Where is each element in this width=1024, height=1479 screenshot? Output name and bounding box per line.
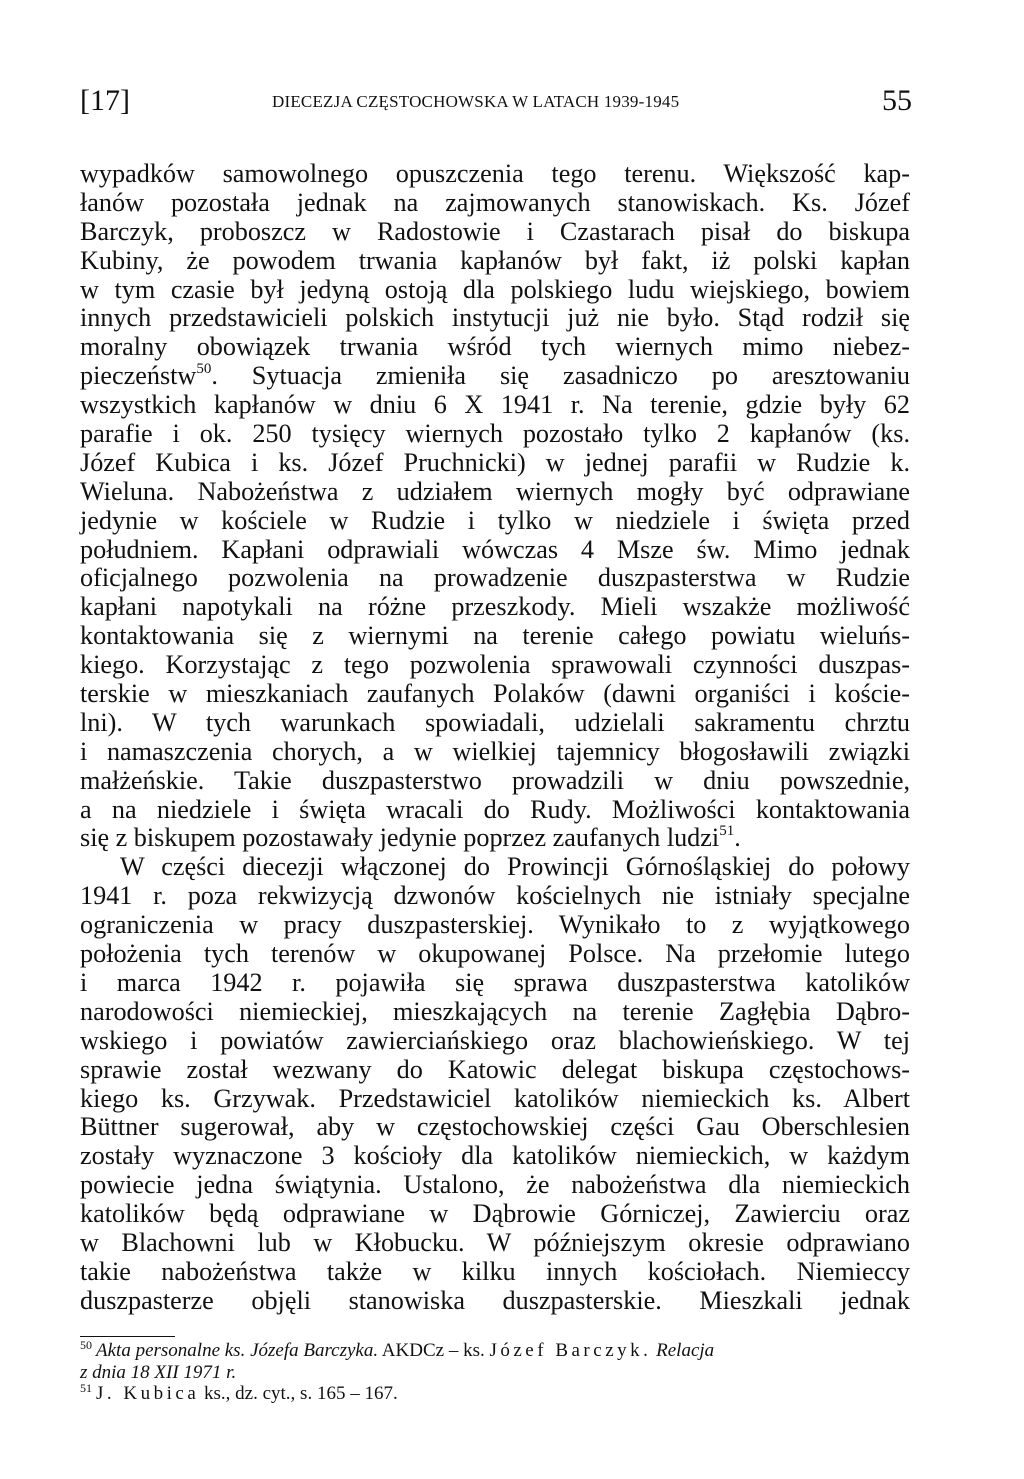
text-line: Barczyk, proboszcz w Radostowie i Czastarach pisał do biskupa bbox=[80, 216, 910, 246]
text-line: Kubiny, że powodem trwania kapłanów był fakt, iż polski kapłan bbox=[80, 245, 910, 275]
footnote-number: 51 bbox=[80, 1381, 92, 1395]
text-line: duszpasterze objęli stanowiska duszpasterskie. Mieszkali jednak bbox=[80, 1285, 910, 1315]
footnote-ref: 51 bbox=[719, 823, 735, 840]
footnote-50: $^{50}$ Akta personalne ks. Józefa Barczyka. AKDCz – ks. Józef Barczyk. Relacja bbox=[80, 1338, 715, 1361]
text-line: lni). W tych warunkach spowiadali, udzielali sakramentu chrztu bbox=[80, 707, 910, 737]
text-line: W części diecezji włączonej do Prowincji Górnośląskiej do połowy bbox=[120, 852, 910, 882]
text-line: i namaszczenia chorych, a w wielkiej tajemnicy błogosławili związki bbox=[80, 736, 910, 766]
text-line: kiego. Korzystając z tego pozwolenia sprawowali czynności duszpas- bbox=[80, 650, 910, 680]
text-line: Józef Kubica i ks. Józef Pruchnicki) w jednej parafii w Rudzie k. bbox=[80, 447, 910, 477]
text-line: takie nabożeństwa także w kilku innych kościołach. Niemieccy bbox=[80, 1256, 910, 1286]
text-line: katolików będą odprawiane w Dąbrowie Górniczej, Zawierciu oraz bbox=[80, 1199, 910, 1229]
text-line: kiego ks. Grzywak. Przedstawiciel katolików niemieckich ks. Albert bbox=[80, 1083, 910, 1113]
text-line: pieczeństw$^{50}$. Sytuacja zmieniła się zasadniczo po aresztowaniu bbox=[80, 361, 910, 391]
text-line: kontaktowania się z wiernymi na terenie całego powiatu wieluńs- bbox=[80, 621, 910, 651]
text-line: położenia tych terenów w okupowanej Polsce. Na przełomie lutego bbox=[80, 939, 910, 969]
footnote-title: Akta personalne ks. Józefa Barczyka. bbox=[96, 1340, 379, 1361]
footnote-author: J. Kubica bbox=[96, 1383, 200, 1404]
footnotes bbox=[80, 1340, 910, 1405]
text-line: wskiego i powiatów zawierciańskiego oraz blachowieńskiego. W tej bbox=[80, 1025, 910, 1055]
footnote-number: 50 bbox=[80, 1338, 92, 1352]
text-line: ograniczenia w pracy duszpasterskiej. Wynikało to z wyjątkowego bbox=[80, 910, 910, 940]
text-line: innych przedstawicieli polskich instytucji już nie było. Stąd rodził się bbox=[80, 303, 910, 333]
text-line: wypadków samowolnego opuszczenia tego terenu. Większość kap- bbox=[80, 159, 910, 188]
body-text bbox=[80, 160, 910, 1316]
running-title: DIECEZJA CZĘSTOCHOWSKA W LATACH 1939-1945 bbox=[272, 92, 680, 111]
text-line: łanów pozostała jednak na zajmowanych stanowiskach. Ks. Józef bbox=[80, 187, 910, 217]
footnote-51: $^{51}$ J. Kubica ks., dz. cyt., s. 165 – 167. bbox=[80, 1381, 398, 1404]
text-line: kapłani napotykali na różne przeszkody. Mieli wszakże możliwość bbox=[80, 592, 910, 622]
footnote-separator bbox=[80, 1336, 175, 1337]
text-line: w Blachowni lub w Kłobucku. W późniejszym okresie odprawiano bbox=[80, 1227, 910, 1257]
text-line: jedynie w kościele w Rudzie i tylko w niedziele i święta przed bbox=[80, 505, 910, 535]
text-line: i marca 1942 r. pojawiła się sprawa duszpasterstwa katolików bbox=[80, 967, 910, 997]
text-line: małżeńskie. Takie duszpasterstwo prowadzili w dniu powszednie, bbox=[80, 765, 910, 795]
text-line: oficjalnego pozwolenia na prowadzenie duszpasterstwa w Rudzie bbox=[80, 563, 910, 593]
text-line: narodowości niemieckiej, mieszkających na terenie Zagłębia Dąbro- bbox=[80, 996, 910, 1026]
page-number: 55 bbox=[882, 84, 912, 117]
text-line: 1941 r. poza rekwizycją dzwonów kościelnych nie istniały specjalne bbox=[80, 881, 910, 911]
text-line: się z biskupem pozostawały jedynie poprzez zaufanych ludzi$^{51}$. bbox=[80, 823, 741, 853]
text-line: Wieluna. Nabożeństwa z udziałem wiernych mogły być odprawiane bbox=[80, 476, 910, 506]
section-number: [17] bbox=[80, 84, 130, 117]
footnote-author: Józef Barczyk. bbox=[489, 1340, 652, 1361]
text-line: moralny obowiązek trwania wśród tych wiernych mimo niebez- bbox=[80, 332, 910, 362]
footnote-50-cont: z dnia 18 XII 1971 r. bbox=[80, 1361, 237, 1383]
text-line: powiecie jedna świątynia. Ustalono, że nabożeństwa dla niemieckich bbox=[80, 1170, 910, 1200]
text-line: a na niedziele i święta wracali do Rudy. Możliwości kontaktowania bbox=[80, 794, 910, 824]
text-line: wszystkich kapłanów w dniu 6 X 1941 r. Na terenie, gdzie były 62 bbox=[80, 390, 910, 420]
text-line: parafie i ok. 250 tysięcy wiernych pozostało tylko 2 kapłanów (ks. bbox=[80, 419, 910, 449]
footnote-ref: 50 bbox=[196, 361, 212, 378]
text-line: sprawie został wezwany do Katowic delegat biskupa częstochows- bbox=[80, 1054, 910, 1084]
text-line: południem. Kapłani odprawiali wówczas 4 Msze św. Mimo jednak bbox=[80, 534, 910, 564]
text-line: zostały wyznaczone 3 kościoły dla katolików niemieckich, w każdym bbox=[80, 1141, 910, 1171]
text-line: terskie w mieszkaniach zaufanych Polaków (dawni organiści i koście- bbox=[80, 679, 910, 709]
text-line: Büttner sugerował, aby w częstochowskiej części Gau Oberschlesien bbox=[80, 1112, 910, 1142]
text-line: w tym czasie był jedyną ostoją dla polskiego ludu wiejskiego, bowiem bbox=[80, 274, 910, 304]
